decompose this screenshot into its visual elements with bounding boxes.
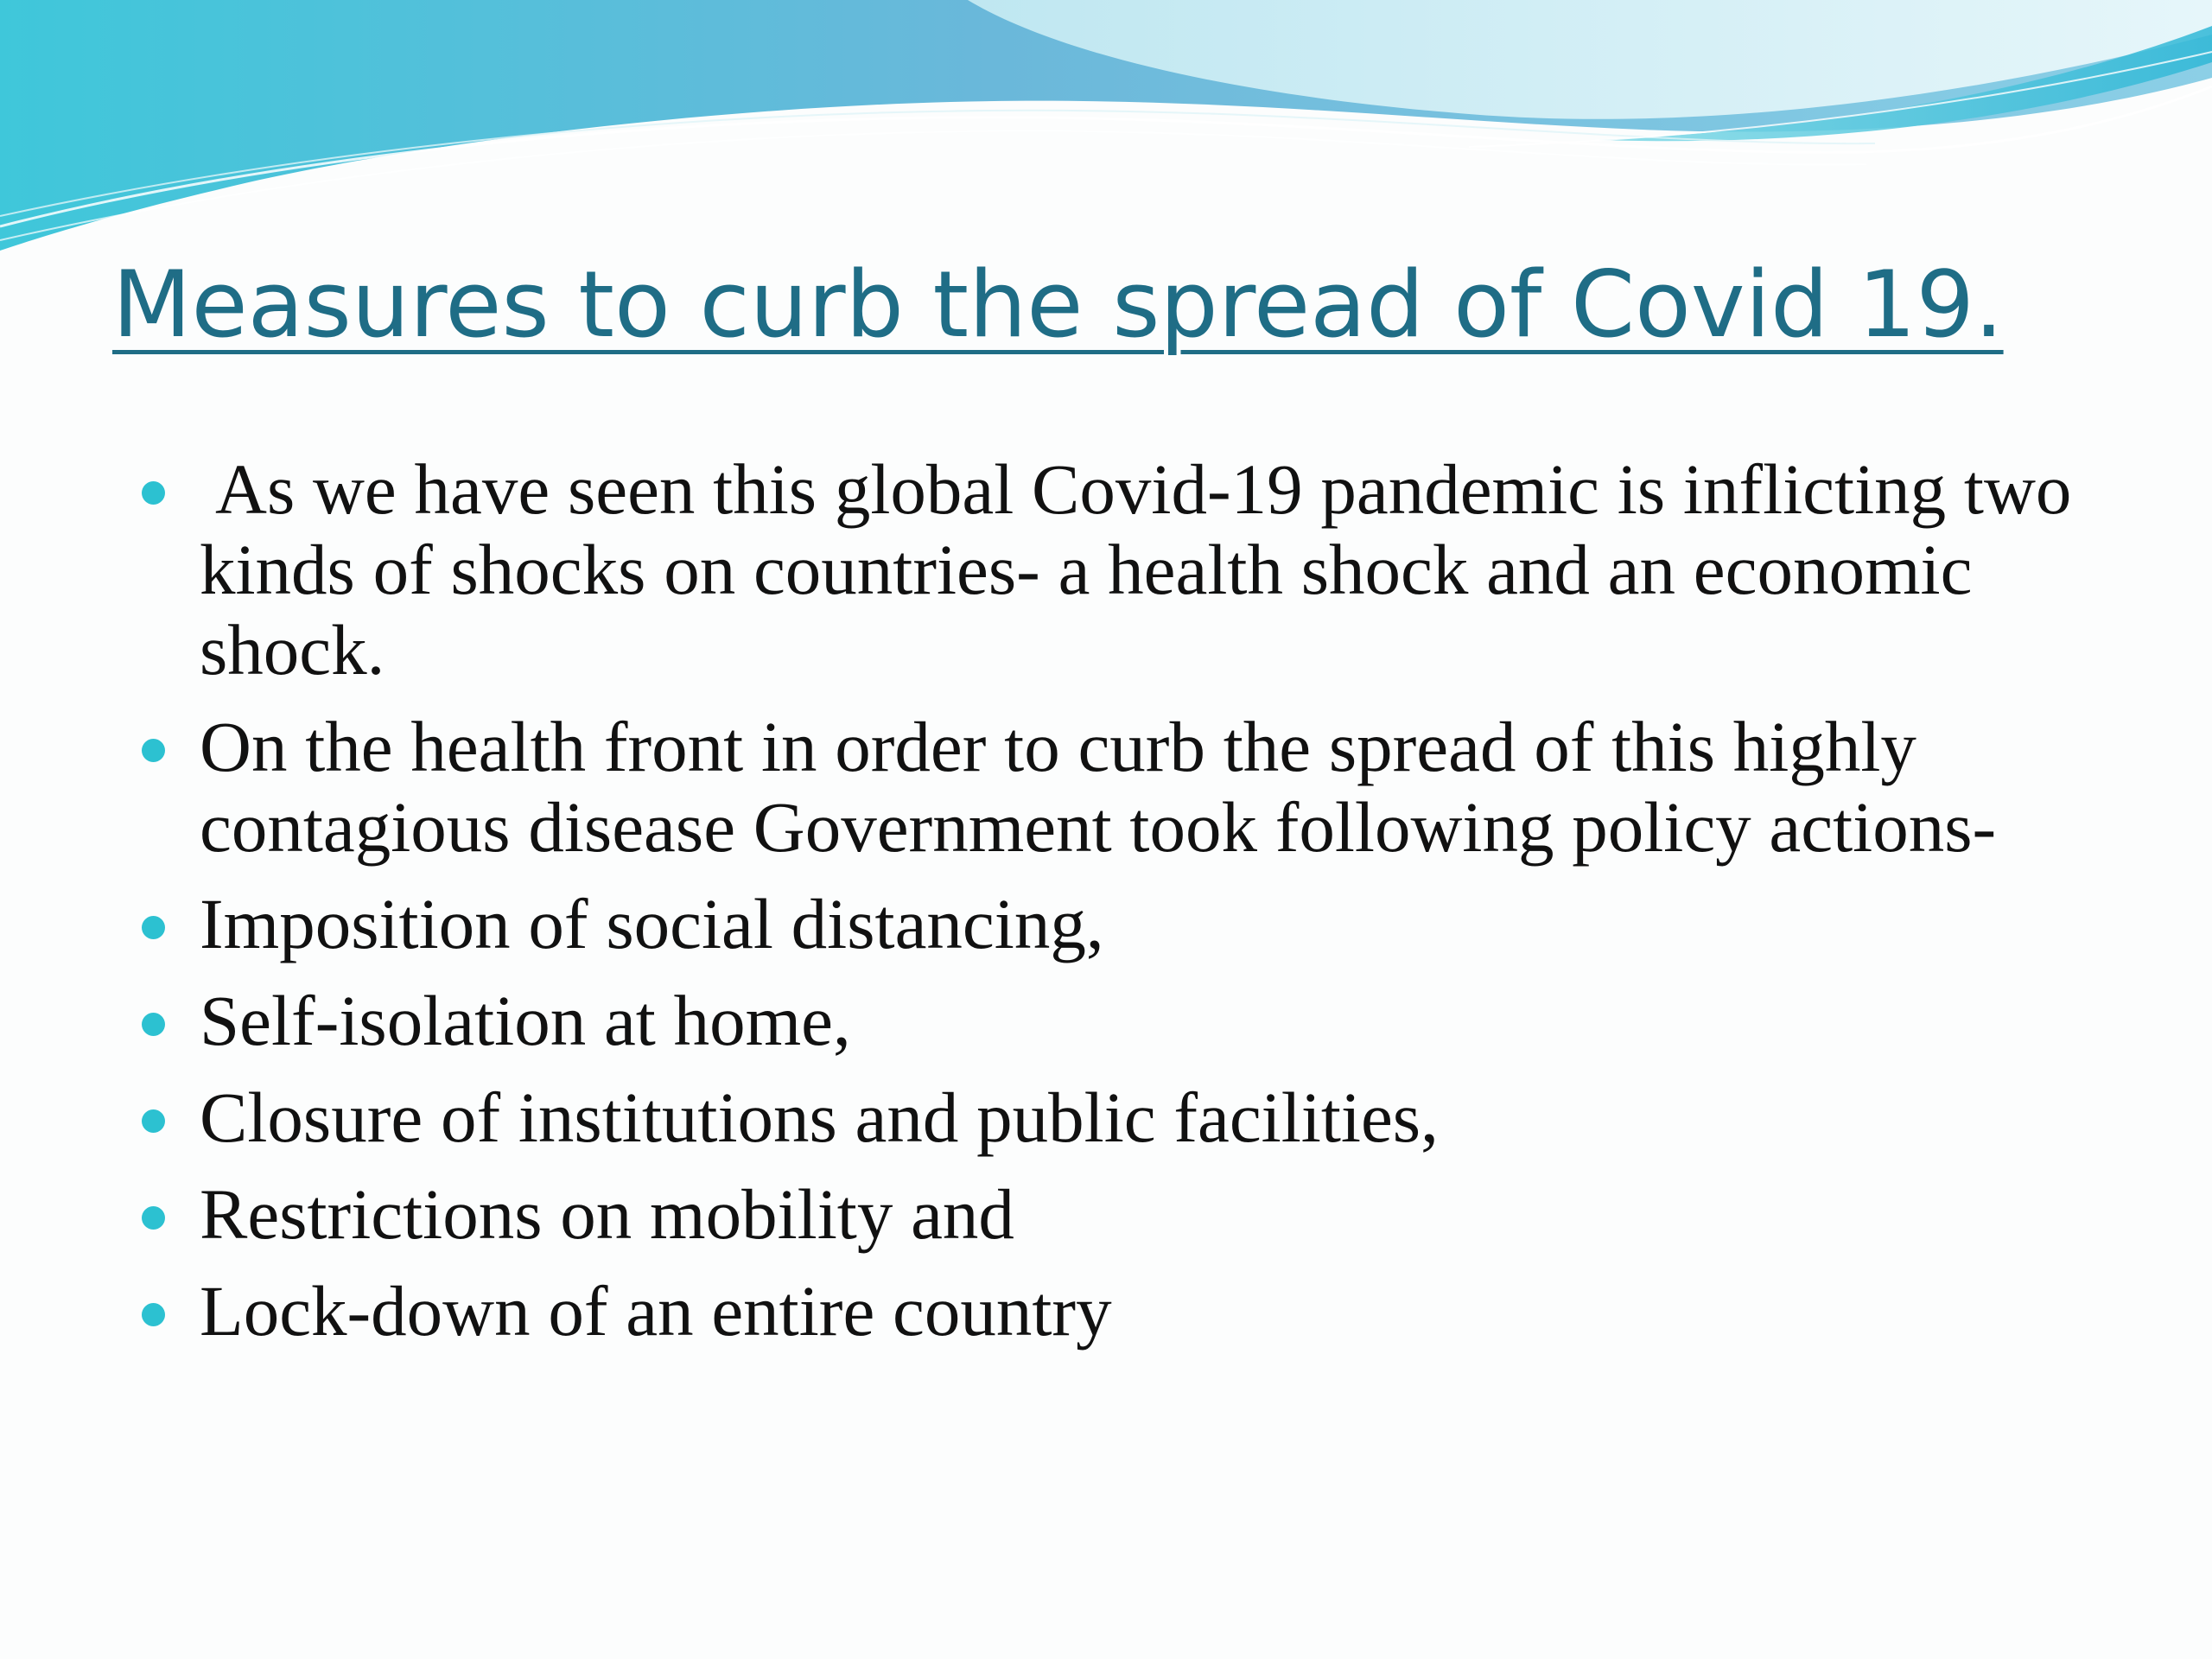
bullet-icon (142, 1206, 165, 1230)
bullet-list (138, 449, 2126, 1368)
list-item (138, 981, 2126, 1061)
list-item (138, 707, 2126, 868)
bullet-icon (142, 739, 165, 762)
bullet-icon (142, 1303, 165, 1326)
bullet-text: Self-isolation at home, (200, 981, 851, 1060)
bullet-text: Restrictions on mobility and (200, 1174, 1014, 1254)
bullet-icon (142, 1013, 165, 1036)
slide-title: Measures to curb the spread of Covid 19. (112, 251, 2004, 358)
list-item (138, 1271, 2126, 1351)
list-item (138, 1174, 2126, 1255)
bullet-text: Imposition of social distancing, (200, 884, 1104, 963)
bullet-text: Lock-down of an entire country (200, 1271, 1112, 1351)
bullet-text: As we have seen this global Covid-19 pandemic is inflicting two kinds of shocks on countries- a health shock and an economic shock. (200, 449, 2072, 690)
bullet-icon (142, 916, 165, 939)
bullet-text: Closure of institutions and public facilities, (200, 1077, 1439, 1157)
bullet-icon (142, 1109, 165, 1133)
list-item (138, 1077, 2126, 1158)
bullet-icon (142, 481, 165, 505)
bullet-text: On the health front in order to curb the spread of this highly contagious disease Government took following policy actions- (200, 707, 1997, 867)
list-item (138, 884, 2126, 964)
list-item (138, 449, 2126, 690)
